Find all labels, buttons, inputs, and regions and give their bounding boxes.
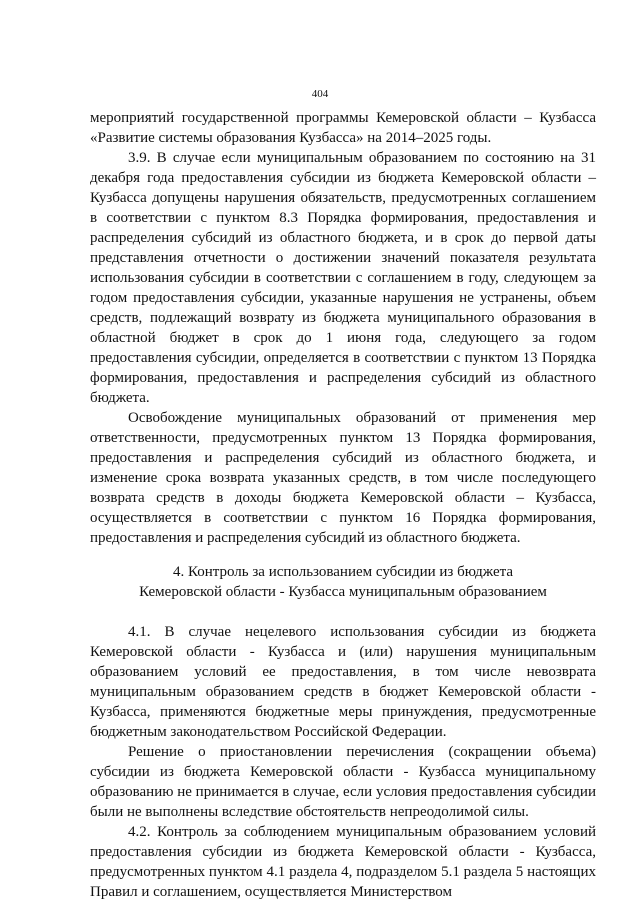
section-heading-line-2: Кемеровской области - Кузбасса муниципальным образованием bbox=[139, 584, 547, 600]
paragraphs-bottom bbox=[90, 622, 596, 902]
page-number: 404 bbox=[311, 88, 329, 100]
section-heading-line-1: 4. Контроль за использованием субсидии из бюджета bbox=[172, 564, 514, 580]
paragraphs-top bbox=[90, 108, 596, 548]
paragraph: 4.1. В случае нецелевого использования субсидии из бюджета Кемеровской области - Кузбасса и (или) нарушения муниципальным образованием условий ее предоставления, в том числе невозврата муниципальным образованием средств в бюджет Кемеровской области - Кузбасса, применяются бюджетные меры принуждения, предусмотренные бюджетным законодательством Российской Федерации. bbox=[90, 624, 596, 740]
paragraph: 4.2. Контроль за соблюдением муниципальным образованием условий предоставления субсидии из бюджета Кемеровской области - Кузбасса, предусмотренных пунктом 4.1 раздела 4, подразделом 5.1 раздела 5 настоящих Правил и соглашением, осуществляется Министерством bbox=[90, 824, 596, 900]
document-body bbox=[90, 108, 596, 902]
paragraph: мероприятий государственной программы Кемеровской области – Кузбасса «Развитие системы образования Кузбасса» на 2014–2025 годы. bbox=[90, 110, 596, 146]
paragraph: Решение о приостановлении перечисления (сокращении объема) субсидии из бюджета Кемеровской области - Кузбасса муниципальному образованию не принимается в случае, если условия предоставления субсидии были не выполнены вследствие обстоятельств непреодолимой силы. bbox=[90, 744, 596, 820]
paragraph: Освобождение муниципальных образований от применения мер ответственности, предусмотренных пунктом 13 Порядка формирования, предоставления и распределения субсидий из областного бюджета, и изменение срока возврата указанных средств, в том числе последующего возврата средств в доходы бюджета Кемеровской области – Кузбасса, осуществляется в соответствии с пунктом 16 Порядка формирования, предоставления и распределения субсидий из областного бюджета. bbox=[90, 410, 596, 546]
paragraph: 3.9. В случае если муниципальным образованием по состоянию на 31 декабря года предоставления субсидии из бюджета Кемеровской области – Кузбасса допущены нарушения обязательств, предусмотренных соглашением в соответствии с пунктом 8.3 Порядка формирования, предоставления и распределения субсидий из областного бюджета, и в срок до первой даты представления отчетности о достижении значений показателя результата использования субсидии в соответствии с соглашением в году, следующем за годом предоставления субсидии, указанные нарушения не устранены, объем средств, подлежащий возврату из бюджета муниципального образования в областной бюджет в срок до 1 июня года, следующего за годом предоставления субсидии, определяется в соответствии с пунктом 13 Порядка формирования, предоставления и распределения субсидий из областного бюджета. bbox=[90, 150, 596, 406]
section-heading bbox=[90, 562, 596, 602]
